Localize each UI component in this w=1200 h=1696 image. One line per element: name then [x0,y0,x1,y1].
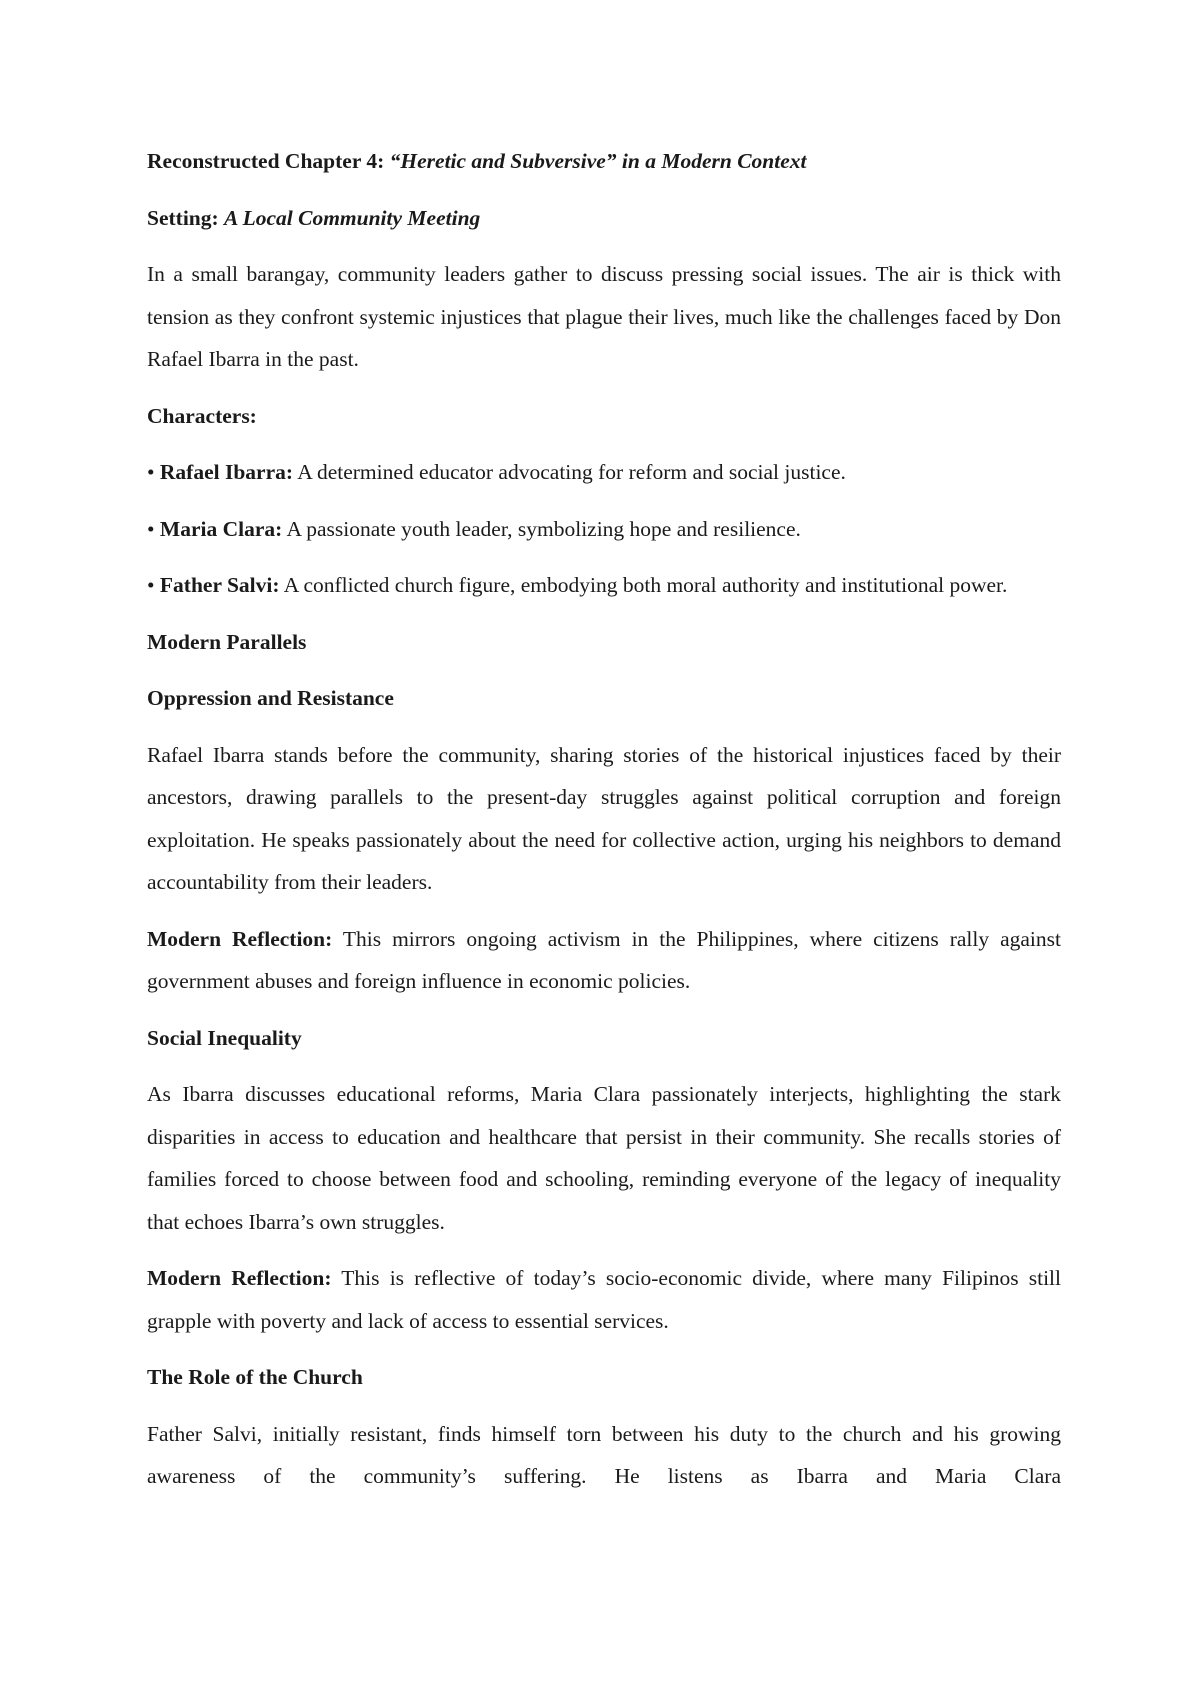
bullet: • [147,573,160,597]
character-desc: A determined educator advocating for reform and social justice. [293,460,846,484]
modern-reflection [147,918,1061,1003]
reflection-label: Modern Reflection: [147,1266,332,1290]
section-body: As Ibarra discusses educational reforms, Maria Clara passionately interjects, highlighting the stark disparities in access to education and healthcare that persist in their community. She recalls stories of families forced to choose between food and schooling, reminding everyone of the legacy of inequality that echoes Ibarra’s own struggles. [147,1082,1061,1234]
intro-paragraph: In a small barangay, community leaders gather to discuss pressing social issues. The air is thick with tension as they confront systemic injustices that plague their lives, much like the challenges faced by Don Rafael Ibarra in the past. [147,262,1061,371]
chapter-title [147,140,1061,183]
section-heading: Oppression and Resistance [147,686,394,710]
reflection-label: Modern Reflection: [147,926,333,951]
character-desc: A passionate youth leader, symbolizing hope and resilience. [282,516,801,541]
section-heading: The Role of the Church [147,1365,363,1389]
chapter-title-prefix: Reconstructed Chapter 4: [147,149,390,173]
character-name: Father Salvi: [159,573,280,597]
bullet: • [147,460,160,484]
setting-line [147,197,1061,240]
reflection-text: This is reflective of today’s socio-economic divide, where many Filipinos still grapple with poverty and lack of access to essential services. [147,1266,1061,1333]
setting-value: A Local Community Meeting [224,205,481,230]
character-item [147,451,1061,494]
character-name: Rafael Ibarra: [159,460,294,484]
characters-heading: Characters: [147,403,257,428]
character-item [147,508,1061,551]
bullet: • [147,516,160,541]
modern-parallels-heading: Modern Parallels [147,629,307,654]
section-heading: Social Inequality [147,1025,302,1050]
document-page [147,140,1061,1512]
character-desc: A conflicted church figure, embodying both moral authority and institutional power. [279,573,1008,597]
section-body: Rafael Ibarra stands before the community, sharing stories of the historical injustices faced by their ancestors, drawing parallels to the present-day struggles against political corruption and foreign exploitation. He speaks passionately about the need for collective action, urging his neighbors to demand accountability from their leaders. [147,742,1061,894]
character-name: Maria Clara: [159,516,283,541]
character-item [147,564,1061,607]
chapter-title-subtitle: “Heretic and Subversive” in a Modern Context [389,149,807,173]
reflection-text: This mirrors ongoing activism in the Philippines, where citizens rally against government abuses and foreign influence in economic policies. [147,926,1061,993]
section-body: Father Salvi, initially resistant, finds himself torn between his duty to the church and his growing awareness of the community’s suffering. He listens as Ibarra and Maria Clara [147,1421,1061,1488]
setting-label: Setting: [147,205,225,230]
modern-reflection [147,1257,1061,1342]
